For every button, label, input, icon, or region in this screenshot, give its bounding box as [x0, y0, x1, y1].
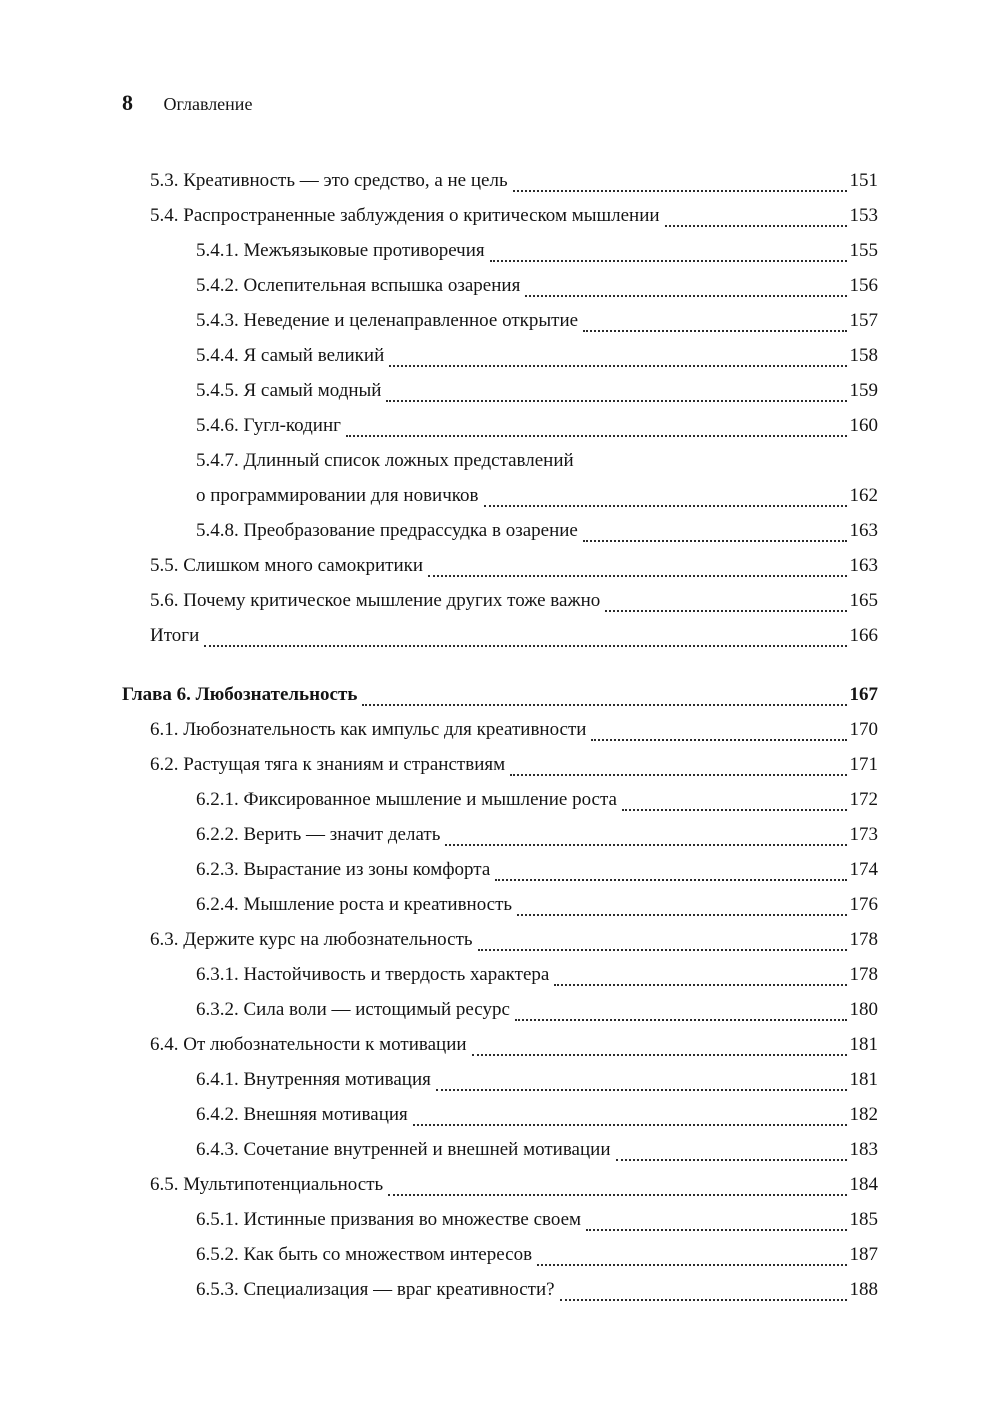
toc-entry-page: 166 [849, 625, 878, 646]
toc-entry [122, 163, 878, 198]
toc-entry [122, 852, 878, 887]
dot-leader [484, 505, 847, 507]
toc-entry-page: 178 [849, 929, 878, 950]
toc-entry-page: 167 [849, 684, 878, 705]
toc-entry [122, 548, 878, 583]
toc-entry-page: 185 [849, 1209, 878, 1230]
toc-entry-page: 184 [849, 1174, 878, 1195]
toc-entry-title: Итоги [150, 625, 200, 646]
toc-entry-title: 5.3. Креативность — это средство, а не цель [150, 170, 508, 191]
dot-leader [428, 575, 846, 577]
toc-entry [122, 338, 878, 373]
dot-leader [525, 295, 846, 297]
dot-leader [554, 984, 846, 986]
toc-entry [122, 1132, 878, 1167]
toc-entry [122, 1202, 878, 1237]
toc-entry-page: 182 [849, 1104, 878, 1125]
toc-entry [122, 922, 878, 957]
toc-entry-title: 6.5.2. Как быть со множеством интересов [196, 1244, 533, 1265]
toc-entry [122, 887, 878, 922]
toc-entry-title: 6.4. От любознательности к мотивации [150, 1034, 467, 1055]
dot-leader [560, 1299, 847, 1301]
dot-leader [510, 774, 846, 776]
toc-entry-title: 5.4.2. Ослепительная вспышка озарения [196, 275, 521, 296]
toc-entry-page: 178 [849, 964, 878, 985]
toc-entry [122, 957, 878, 992]
dot-leader [591, 739, 846, 741]
dot-leader [204, 645, 846, 647]
toc-entry [122, 1062, 878, 1097]
dot-leader [586, 1229, 846, 1231]
running-header [122, 90, 252, 116]
toc-entry [122, 1097, 878, 1132]
toc-entry-page: 163 [849, 555, 878, 576]
dot-leader [490, 260, 847, 262]
toc-entry [122, 1237, 878, 1272]
toc-entry [122, 992, 878, 1027]
toc-entry-page: 180 [849, 999, 878, 1020]
toc-entry-title: 5.6. Почему критическое мышление других тоже важно [150, 590, 601, 611]
toc-entry-title: 6.5. Мультипотенциальность [150, 1174, 384, 1195]
running-header-title: Оглавление [163, 94, 253, 114]
toc-entry-title: Глава 6. Любознательность [122, 684, 358, 705]
dot-leader [605, 610, 846, 612]
toc-entry-page: 156 [849, 275, 878, 296]
toc-entry [122, 712, 878, 747]
toc-entry-page: 165 [849, 590, 878, 611]
toc-entry-page: 163 [849, 520, 878, 541]
toc-entry [122, 1167, 878, 1202]
toc-entry [122, 817, 878, 852]
toc-entry-title: 6.3.1. Настойчивость и твердость характера [196, 964, 550, 985]
toc-entry-page: 158 [849, 345, 878, 366]
dot-leader [495, 879, 846, 881]
toc-entry [122, 782, 878, 817]
dot-leader [622, 809, 847, 811]
toc-entry-page: 162 [849, 485, 878, 506]
toc-entry-page: 151 [849, 170, 878, 191]
toc-entry-title: 6.5.1. Истинные призвания во множестве своем [196, 1209, 582, 1230]
toc-entry-page: 173 [849, 824, 878, 845]
dot-leader [515, 1019, 847, 1021]
toc-entry-page: 181 [849, 1069, 878, 1090]
toc-entry-title: 6.3. Держите курс на любознательность [150, 929, 473, 950]
toc-entry [122, 303, 878, 338]
dot-leader [436, 1089, 847, 1091]
toc-entry-title: 6.2.1. Фиксированное мышление и мышление роста [196, 789, 617, 810]
dot-leader [665, 225, 847, 227]
toc-entry-title: 6.2.4. Мышление роста и креативность [196, 894, 513, 915]
toc-entry [122, 583, 878, 618]
toc-entry-page: 155 [849, 240, 878, 261]
toc-entry [122, 513, 878, 548]
toc-entry-page: 160 [849, 415, 878, 436]
toc-entry-title: 5.5. Слишком много самокритики [150, 555, 424, 576]
toc-entry [122, 408, 878, 443]
toc-entry-title: 5.4.4. Я самый великий [196, 345, 385, 366]
toc-entry-title: 5.4.6. Гугл-кодинг [196, 415, 341, 436]
toc-entry-page: 188 [849, 1279, 878, 1300]
toc-entry-title: 5.4.7. Длинный список ложных представлений [196, 450, 574, 471]
toc-entry-page: 172 [849, 789, 878, 810]
toc-entry [122, 677, 878, 712]
toc-entry-title: 5.4.1. Межъязыковые противоречия [196, 240, 485, 261]
toc-entry-page: 171 [849, 754, 878, 775]
toc-list [122, 163, 878, 1307]
toc-entry-title: 6.3.2. Сила воли — истощимый ресурс [196, 999, 510, 1020]
toc-entry-title: 5.4. Распространенные заблуждения о критическом мышлении [150, 205, 660, 226]
toc-entry [122, 268, 878, 303]
toc-entry-title: 6.4.3. Сочетание внутренней и внешней мотивации [196, 1139, 611, 1160]
toc-entry-title: 6.1. Любознательность как импульс для креативности [150, 719, 587, 740]
toc-entry-title: 6.2. Растущая тяга к знаниям и странствиям [150, 754, 506, 775]
toc-entry [122, 443, 878, 478]
dot-leader [388, 1194, 846, 1196]
toc-entry-title: 6.4.2. Внешняя мотивация [196, 1104, 408, 1125]
toc-entry-title: 6.5.3. Специализация — враг креативности? [196, 1279, 555, 1300]
toc-entry-page: 183 [849, 1139, 878, 1160]
toc-entry-title: 6.4.1. Внутренняя мотивация [196, 1069, 431, 1090]
toc-entry-page: 159 [849, 380, 878, 401]
dot-leader [346, 435, 847, 437]
toc-entry [122, 1272, 878, 1307]
toc-entry-title: 6.2.2. Верить — значит делать [196, 824, 441, 845]
dot-leader [386, 400, 846, 402]
toc-entry [122, 478, 878, 513]
toc-entry-page: 174 [849, 859, 878, 880]
toc-entry [122, 373, 878, 408]
toc-entry-page: 170 [849, 719, 878, 740]
toc-entry [122, 233, 878, 268]
toc-entry-title: 5.4.8. Преобразование предрассудка в озарение [196, 520, 578, 541]
dot-leader [616, 1159, 847, 1161]
toc-entry-title: о программировании для новичков [196, 485, 479, 506]
toc-entry-title: 6.2.3. Вырастание из зоны комфорта [196, 859, 491, 880]
dot-leader [583, 540, 847, 542]
toc-entry [122, 198, 878, 233]
toc-entry-title: 5.4.3. Неведение и целенаправленное открытие [196, 310, 579, 331]
dot-leader [583, 330, 846, 332]
dot-leader [478, 949, 847, 951]
toc-entry [122, 747, 878, 782]
toc-entry-page: 187 [849, 1244, 878, 1265]
dot-leader [389, 365, 846, 367]
toc-entry-page: 176 [849, 894, 878, 915]
toc-entry-page: 157 [849, 310, 878, 331]
dot-leader [413, 1124, 847, 1126]
dot-leader [513, 190, 847, 192]
dot-leader [517, 914, 846, 916]
toc-entry-page: 181 [849, 1034, 878, 1055]
toc-entry [122, 1027, 878, 1062]
dot-leader [472, 1054, 847, 1056]
toc-entry [122, 618, 878, 653]
toc-entry-title: 5.4.5. Я самый модный [196, 380, 382, 401]
dot-leader [537, 1264, 846, 1266]
page-number: 8 [122, 90, 134, 115]
toc-entry-page: 153 [849, 205, 878, 226]
dot-leader [362, 704, 846, 706]
dot-leader [445, 844, 846, 846]
